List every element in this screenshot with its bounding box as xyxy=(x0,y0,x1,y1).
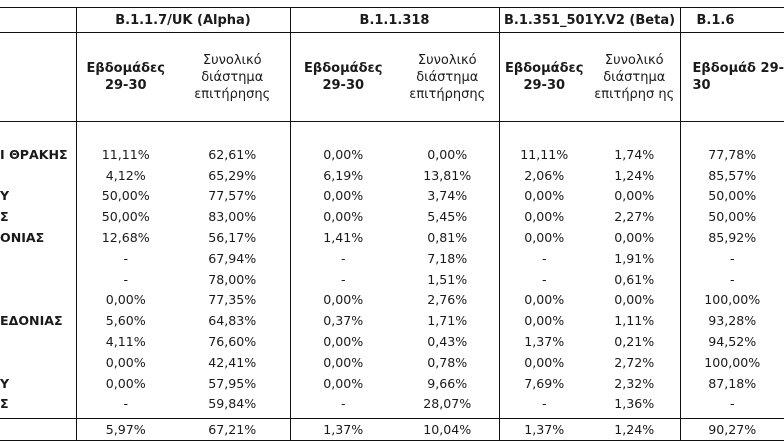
table-cell: 2,27% xyxy=(614,209,655,225)
table-cell: 0,00% xyxy=(499,206,589,227)
table-cell: - xyxy=(76,248,175,269)
table-cell: 64,83% xyxy=(208,313,257,329)
table-cell: 1,37% xyxy=(499,331,589,352)
table-cell: 0,00% xyxy=(290,144,396,165)
table-cell: 77,57% xyxy=(208,188,257,204)
table-cell: 11,11% xyxy=(76,144,175,165)
table-cell: 50,00% xyxy=(76,206,175,227)
region-name xyxy=(0,331,76,352)
beta-total-header: Συνολικό διάστημα επιτήρησ ης xyxy=(589,33,680,122)
table-cell: 94,52% xyxy=(680,331,784,352)
table-cell: 7,18% xyxy=(427,250,468,266)
table-cell: 0,00% xyxy=(290,373,396,394)
alpha-total-header: Συνολικό διάστημα επιτήρησης xyxy=(175,33,290,122)
table-cell: 50,00% xyxy=(680,206,784,227)
table-cell: 3,74% xyxy=(427,188,468,204)
total-row xyxy=(0,419,784,441)
table-cell: 83,00% xyxy=(208,209,257,225)
table-cell: - xyxy=(499,394,589,415)
table-cell: 2,06% xyxy=(499,165,589,186)
table-cell: 67,94% xyxy=(208,250,257,266)
variant-b11318-header: B.1.1.318 xyxy=(290,8,499,33)
table-cell: - xyxy=(76,269,175,290)
table-row xyxy=(0,310,784,331)
region-name xyxy=(0,269,76,290)
table-cell: 85,57% xyxy=(680,165,784,186)
table-cell: 42,41% xyxy=(208,354,257,370)
alpha-weeks-header: Εβδομάδες 29-30 xyxy=(76,33,175,122)
table-cell: 2,72% xyxy=(614,354,655,370)
table-cell: 0,00% xyxy=(76,373,175,394)
table-cell: - xyxy=(290,269,396,290)
table-cell: 5,60% xyxy=(76,310,175,331)
table-cell: 0,78% xyxy=(427,354,468,370)
table-cell: 50,00% xyxy=(76,186,175,207)
table-cell: 59,84% xyxy=(208,396,257,412)
region-name: Υ xyxy=(0,375,10,391)
table-cell: - xyxy=(76,394,175,415)
table-cell: 12,68% xyxy=(76,227,175,248)
table-cell: 0,00% xyxy=(499,290,589,311)
total-cell: 1,24% xyxy=(589,419,680,441)
table-cell: 2,32% xyxy=(614,375,655,391)
table-cell: - xyxy=(680,269,784,290)
region-name xyxy=(0,290,76,311)
variant-alpha-header: B.1.1.7/UK (Alpha) xyxy=(76,8,290,33)
table-cell: 1,91% xyxy=(614,250,655,266)
table-cell: 0,00% xyxy=(76,290,175,311)
region-name: ΕΔΟΝΙΑΣ xyxy=(0,313,63,329)
table-cell: - xyxy=(499,269,589,290)
table-cell: - xyxy=(680,248,784,269)
table-cell: - xyxy=(290,248,396,269)
region-name: ΟΝΙΑΣ xyxy=(0,230,45,246)
table-row xyxy=(0,290,784,311)
table-cell: 0,00% xyxy=(290,206,396,227)
table-cell: 78,00% xyxy=(208,271,257,287)
table-cell: 87,18% xyxy=(680,373,784,394)
table-cell: 0,00% xyxy=(290,331,396,352)
table-cell: 9,66% xyxy=(427,375,468,391)
region-name xyxy=(0,352,76,373)
table-cell: 93,28% xyxy=(680,310,784,331)
total-cell: 90,27% xyxy=(680,419,784,441)
table-cell: 4,12% xyxy=(76,165,175,186)
region-name: Σ xyxy=(0,209,9,225)
table-cell: 0,21% xyxy=(614,334,655,350)
region-name: Ι ΘΡΑΚΗΣ xyxy=(0,146,68,162)
total-cell: 5,97% xyxy=(76,419,175,441)
table-cell: 1,41% xyxy=(290,227,396,248)
table-row xyxy=(0,248,784,269)
region-name xyxy=(0,165,76,186)
b11318-weeks-header: Εβδομάδες 29-30 xyxy=(290,33,396,122)
table-row xyxy=(0,165,784,186)
table-row xyxy=(0,206,784,227)
table-row xyxy=(0,227,784,248)
table-cell: 4,11% xyxy=(76,331,175,352)
table-cell: 100,00% xyxy=(680,290,784,311)
table-cell: 1,36% xyxy=(614,396,655,412)
table-cell: - xyxy=(290,394,396,415)
table-cell: 85,92% xyxy=(680,227,784,248)
beta-weeks-header: Εβδομάδες 29-30 xyxy=(499,33,589,122)
table-cell: 5,45% xyxy=(427,209,468,225)
region-name: Υ xyxy=(0,188,10,204)
table-cell: 0,00% xyxy=(499,352,589,373)
region-name xyxy=(0,248,76,269)
table-row xyxy=(0,186,784,207)
table-cell: 56,17% xyxy=(208,230,257,246)
table-cell: 100,00% xyxy=(680,352,784,373)
total-cell: 1,37% xyxy=(290,419,396,441)
variant-beta-header: B.1.351_501Y.V2 (Beta) xyxy=(499,8,680,33)
region-header xyxy=(0,8,76,33)
table-cell: 11,11% xyxy=(499,144,589,165)
table-cell: 1,71% xyxy=(427,313,468,329)
table-row xyxy=(0,394,784,415)
table-cell: 65,29% xyxy=(208,167,257,183)
table-cell: 0,00% xyxy=(614,292,655,308)
table-cell: 0,00% xyxy=(499,310,589,331)
table-row xyxy=(0,331,784,352)
table-cell: 7,69% xyxy=(499,373,589,394)
table-cell: 0,00% xyxy=(614,230,655,246)
table-cell: 0,37% xyxy=(290,310,396,331)
table-cell: 0,00% xyxy=(290,352,396,373)
table-cell: 57,95% xyxy=(208,375,257,391)
table-cell: 77,35% xyxy=(208,292,257,308)
table-cell: 0,00% xyxy=(614,188,655,204)
table-cell: 0,43% xyxy=(427,334,468,350)
variant-prevalence-table xyxy=(0,7,784,441)
table-cell: 0,81% xyxy=(427,230,468,246)
table-cell: 0,00% xyxy=(76,352,175,373)
table-cell: 1,51% xyxy=(427,271,468,287)
table-cell: 76,60% xyxy=(208,334,257,350)
table-cell: 0,61% xyxy=(614,271,655,287)
table-cell: 0,00% xyxy=(290,290,396,311)
table-cell: - xyxy=(499,248,589,269)
table-cell: 28,07% xyxy=(423,396,472,412)
table-cell: 50,00% xyxy=(680,186,784,207)
table-row xyxy=(0,373,784,394)
table-cell: 13,81% xyxy=(423,167,472,183)
table-cell: 0,00% xyxy=(499,227,589,248)
total-cell: 10,04% xyxy=(396,419,499,441)
region-subheader xyxy=(0,33,76,122)
b16-weeks-header: Εβδομάδ 29-30 xyxy=(680,33,784,122)
table-cell: 77,78% xyxy=(680,144,784,165)
table-row xyxy=(0,352,784,373)
table-cell: 62,61% xyxy=(208,146,257,162)
total-label xyxy=(0,419,76,441)
table-row xyxy=(0,144,784,165)
table-cell: 0,00% xyxy=(427,146,468,162)
total-cell: 1,37% xyxy=(499,419,589,441)
table-cell: 0,00% xyxy=(499,186,589,207)
variant-b16-header: B.1.6 xyxy=(680,8,784,33)
table-cell: 6,19% xyxy=(290,165,396,186)
table-cell: 1,11% xyxy=(614,313,655,329)
table-cell: - xyxy=(680,394,784,415)
table-cell: 0,00% xyxy=(290,186,396,207)
table-row xyxy=(0,269,784,290)
b11318-total-header: Συνολικό διάστημα επιτήρησης xyxy=(396,33,499,122)
total-cell: 67,21% xyxy=(175,419,290,441)
region-name: Σ xyxy=(0,396,9,412)
table-cell: 1,74% xyxy=(614,146,655,162)
table-cell: 1,24% xyxy=(614,167,655,183)
table-cell: 2,76% xyxy=(427,292,468,308)
